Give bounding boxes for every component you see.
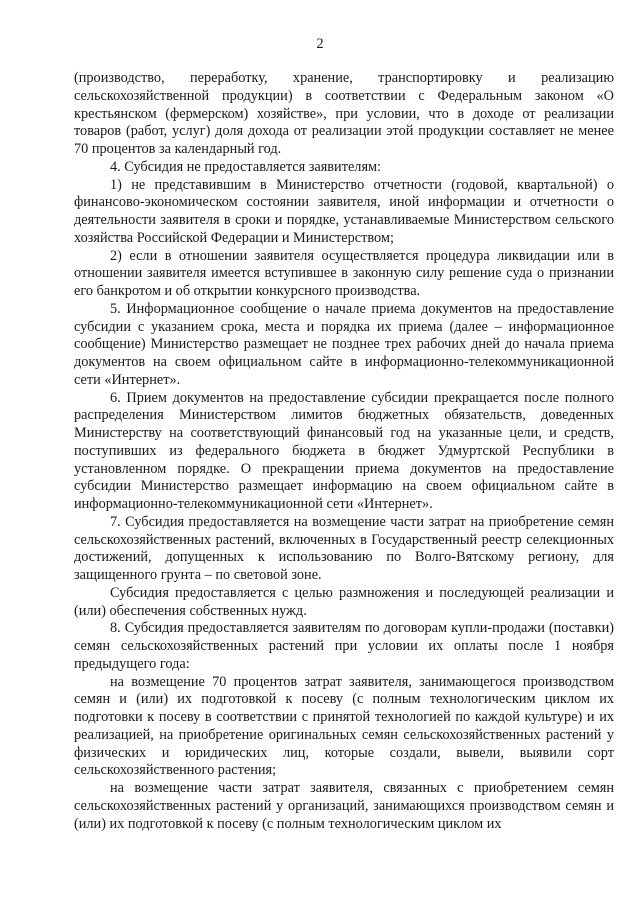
paragraph-clause-5: 5. Информационное сообщение о начале приема документов на предоставление субсидии с указанием срока, места и порядка их приема (далее – информационное сообщение) Министерство размещает не позднее трех рабочих дней до начала приема документов на своем официальном сайте в информационно-телекоммуникационной сети «Интернет». xyxy=(74,300,614,388)
paragraph-clause-7: 7. Субсидия предоставляется на возмещение части затрат на приобретение семян сельскохозяйственных растений, включенных в Государственный реестр селекционных достижений, допущенных к использованию по Волго-Вятскому региону, для защищенного грунта – по световой зоне. xyxy=(74,513,614,583)
paragraph-clause-4-item-2: 2) если в отношении заявителя осуществляется процедура ликвидации или в отношении заявителя имеется вступившее в законную силу решение суда о признании его банкротом и об открытии конкурсного производства. xyxy=(74,247,614,299)
paragraph-clause-6: 6. Прием документов на предоставление субсидии прекращается после полного распределения Министерством лимитов бюджетных обязательств, доведенных Министерству на соответствующий финансовый год на указанные цели, и средств, поступивших из федерального бюджета в бюджет Удмуртской Республики в установленном порядке. О прекращении приема документов на предоставление субсидии Министерство размещает информацию на своем официальном сайте в информационно-телекоммуникационной сети «Интернет». xyxy=(74,389,614,512)
paragraph-clause-4-item-1: 1) не представившим в Министерство отчетности (годовой, квартальной) о финансово-экономическом состоянии заявителя, иной информации и отчетности о деятельности заявителя в сроки и порядке, устанавливаемые Министерством сельского хозяйства Российской Федерации и Министерством; xyxy=(74,176,614,246)
document-body xyxy=(74,70,614,833)
paragraph-clause-8-item-2: на возмещение части затрат заявителя, связанных с приобретением семян сельскохозяйственных растений у организаций, занимающихся производством семян и (или) их подготовкой к посеву (с полным технологическим циклом их xyxy=(74,780,614,832)
page-number: 2 xyxy=(316,36,324,52)
paragraph-clause-4: 4. Субсидия не предоставляется заявителям: xyxy=(110,158,382,175)
paragraph-clause-7-purpose: Субсидия предоставляется с целью размножения и последующей реализации и (или) обеспечения собственных нужд. xyxy=(74,584,614,619)
paragraph-continuation: (производство, переработку, хранение, транспортировку и реализацию сельскохозяйственной продукции) в соответствии с Федеральным законом «О крестьянском (фермерском) хозяйстве», при условии, что в доходе от реализации товаров (работ, услуг) доля дохода от реализации этой продукции составляет не менее 70 процентов за календарный год. xyxy=(74,70,614,157)
paragraph-clause-8: 8. Субсидия предоставляется заявителям по договорам купли-продажи (поставки) семян сельскохозяйственных растений при условии их оплаты после 1 ноября предыдущего года: xyxy=(74,620,614,672)
paragraph-clause-8-item-1: на возмещение 70 процентов затрат заявителя, занимающегося производством семян и (или) их подготовкой к посеву (с полным технологическим циклом их подготовки к посеву в соответствии с принятой технологией по каждой культуре) и их реализацией, на приобретение оригинальных семян сельскохозяйственных растений у физических и юридических лиц, которые создали, вывели, выявили сорт сельскохозяйственного растения; xyxy=(74,673,614,779)
